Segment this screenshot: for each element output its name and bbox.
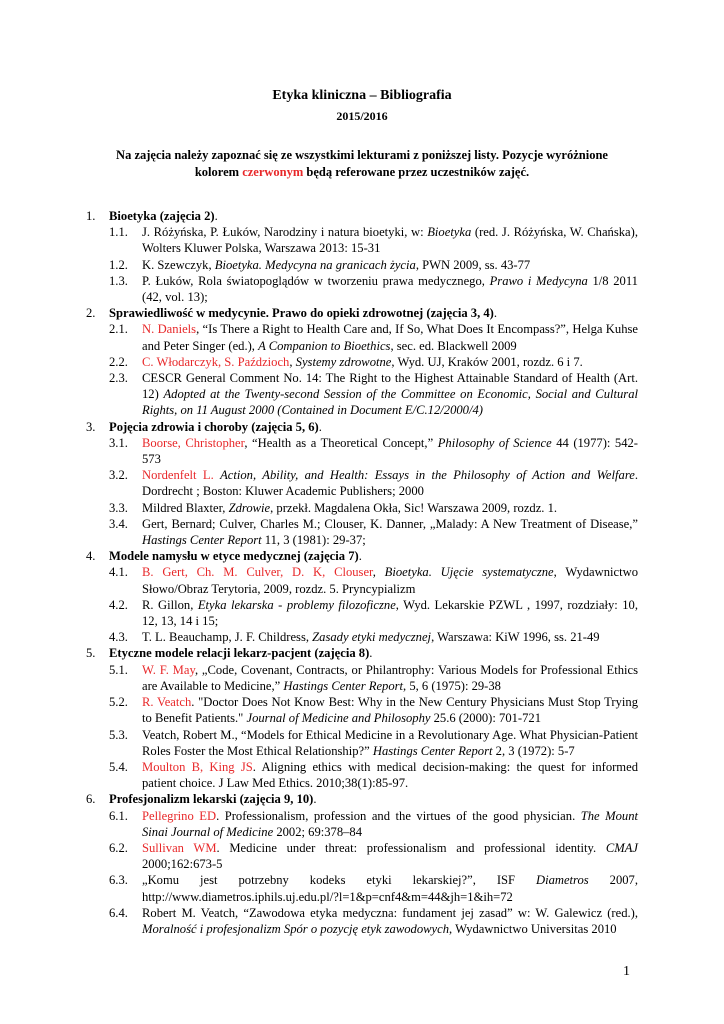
entry-number: 1.1. [109, 225, 128, 240]
intro-text-start: Na zajęcia należy zapoznać się ze wszystkimi lekturami z poniższej listy. Pozycje wyróżnione kolorem [116, 148, 608, 179]
section-heading [0, 305, 724, 321]
entry-text-end: , PWN 2009, ss. 43-77 [415, 257, 531, 272]
entry-number: 3.3. [109, 500, 128, 515]
entry-text-end: , 5, 6 (1975): 29-38 [403, 678, 501, 693]
entry-text-end: . Dordrecht ; Boston: Kluwer Academic Publishers; 2000 [142, 468, 638, 499]
section-title: Modele namysłu w etyce medycznej (zajęcia 7) [109, 549, 359, 564]
entry-text: Veatch, Robert M., “Models for Ethical Medicine in a Revolutionary Age. What Physician-Patient Roles Foster the Most Ethical Relationship?” [142, 727, 638, 758]
section-heading [0, 548, 724, 564]
entry-title-italic: Hastings Center Report [372, 743, 493, 758]
bibliography-entry [0, 872, 724, 904]
entry-title-italic: Hastings Center Report [142, 533, 262, 548]
entry-text: . Professionalism, profession and the virtues of the good physician. [216, 808, 581, 823]
section-number: 6. [86, 792, 96, 807]
section-title-period: . [369, 646, 373, 661]
entry-number: 3.4. [109, 516, 128, 531]
section-number: 3. [86, 419, 96, 434]
bibliography-entry [0, 597, 724, 629]
bibliography-entry [0, 516, 724, 548]
entry-text: . Medicine under threat: professionalism and professional identity. [216, 840, 606, 855]
bibliography-entry [0, 840, 724, 872]
section-title: Profesjonalizm lekarski (zajęcia 9, 10) [109, 792, 314, 807]
entry-presenter-author: B. Gert, Ch. M. Culver, D. K, Clouser [142, 565, 373, 580]
entry-text-end: , Warszawa: KiW 1996, ss. 21-49 [431, 630, 600, 645]
entry-number: 3.2. [109, 468, 128, 483]
entry-text-end: 1/8 2011 (42, vol. 13); [142, 273, 638, 305]
entry-title-italic: Etyka lekarska - problemy filozoficzne [197, 597, 396, 612]
entry-number: 4.3. [109, 630, 128, 645]
section-title-period: . [493, 306, 498, 321]
entry-number: 6.1. [109, 808, 128, 823]
section-title-period: . [318, 419, 322, 434]
entry-presenter-author: Nordenfelt L. [142, 468, 214, 483]
section-heading [0, 419, 724, 435]
bibliography-entry [0, 273, 724, 305]
entry-number: 4.2. [109, 597, 128, 612]
bibliography-entry [0, 354, 724, 370]
section-heading [0, 645, 724, 661]
intro-note [100, 147, 624, 181]
entry-title-italic: CMAJ [605, 840, 638, 855]
entry-number: 1.3. [109, 273, 128, 288]
entry-text: R. Gillon, [142, 597, 198, 612]
bibliography-entry [0, 629, 724, 645]
entry-text: Mildred Blaxter, [142, 500, 229, 515]
section [0, 419, 724, 549]
section-title-period: . [313, 792, 317, 807]
entry-presenter-author: Pellegrino ED [142, 808, 217, 823]
entry-title-italic: Zasady etyki medycznej [312, 630, 432, 645]
entry-number: 2.3. [109, 371, 128, 386]
bibliography-entry [0, 905, 724, 937]
section-title: Sprawiedliwość w medycynie. Prawo do opieki zdrowotnej (zajęcia 3, 4) [109, 306, 494, 321]
section-number: 1. [86, 209, 96, 223]
entry-title-italic: Bioetyka. Ujęcie systematyczne [384, 565, 554, 580]
academic-year: 2015/2016 [336, 109, 388, 123]
entry-title-italic: Journal of Medicine and Philosophy [246, 711, 431, 726]
entry-title-italic: Prawo i Medycyna [489, 273, 588, 288]
bibliography-entry [0, 224, 724, 256]
entry-text-end: 2007, http://www.diametros.iphils.uj.edu.pl/?l=1&p=cnf4&m=44&jh=1&ih=72 [142, 873, 638, 904]
entry-text: K. Szewczyk, [142, 257, 215, 272]
bibliography-entry [0, 467, 724, 499]
bibliography-entry [0, 808, 724, 840]
entry-text-end: 2, 3 (1972): 5-7 [492, 743, 575, 758]
entry-title-italic: Bioetyka [427, 225, 472, 240]
bibliography-entry [0, 257, 724, 273]
section-number: 4. [86, 549, 96, 564]
entry-text: Robert M. Veatch, “Zawodowa etyka medyczna: fundament jej zasad” w: W. Galewicz (red.), [142, 905, 638, 920]
entry-text: . Aligning ethics with medical decision-making: the quest for informed patient choice. J Law Med Ethics. 2010;38(1):85-97. [142, 759, 638, 791]
entry-number: 3.1. [109, 435, 128, 450]
section-title-period: . [358, 549, 362, 564]
section-title-period: . [214, 209, 218, 223]
entry-number: 5.3. [109, 727, 128, 742]
entry-text-end: 44 (1977): 542-573 [142, 435, 639, 467]
entry-number: 2.2. [109, 354, 128, 369]
entry-text-end: , Wyd. Lekarskie PZWL , 1997, rozdziały: 10, 12, 13, 14 i 15; [142, 597, 638, 629]
entry-title-italic: Action, Ability, and Health: Essays in the Philosophy of Action and Welfare [220, 468, 635, 483]
entry-title-italic: A Companion to Bioethics [258, 338, 391, 353]
bibliography-entry [0, 321, 724, 353]
section [0, 208, 724, 305]
section-number: 5. [86, 646, 96, 661]
entry-text-end: (red. J. Różyńska, W. Chańska), Wolters Kluwer Polska, Warszawa 2013: 15-31 [142, 225, 638, 256]
section-heading [0, 208, 724, 224]
section [0, 305, 724, 418]
entry-text: , „Code, Covenant, Contracts, or Philantrophy: Various Models for Professional Ethics are Available to Medicine,” [142, 662, 638, 693]
entry-text-end: 11, 3 (1981): 29-37; [261, 533, 366, 548]
bibliography-entry [0, 564, 724, 596]
section-number: 2. [86, 306, 96, 321]
bibliography-entry [0, 435, 724, 467]
entry-number: 4.1. [109, 565, 128, 580]
entry-text-end: , sec. ed. Blackwell 2009 [390, 338, 517, 353]
entry-number: 5.4. [109, 759, 128, 774]
entry-text-end: , Wydawnictwo Słowo/Obraz Terytoria, 2009, rozdz. 5. Pryncypializm [142, 565, 639, 596]
section-heading [0, 791, 724, 807]
entry-text-end: 25.6 (2000): 701-721 [430, 711, 542, 726]
document-title: Etyka kliniczna – Bibliografia [272, 88, 452, 103]
entry-presenter-author: C. Włodarczyk, S. Paździoch [142, 354, 290, 369]
page-number: 1 [623, 964, 630, 979]
entry-presenter-author: R. Veatch [142, 695, 192, 710]
entry-title-italic: Bioetyka. Medycyna na granicach życia [214, 257, 416, 272]
section [0, 791, 724, 937]
entry-text-end: , Wydawnictwo Universitas 2010 [449, 921, 617, 936]
entry-presenter-author: Sullivan WM [142, 840, 217, 855]
section-title: Bioetyka (zajęcia 2) [109, 209, 215, 223]
entry-text-end: , Wyd. UJ, Kraków 2001, rozdz. 6 i 7. [391, 354, 583, 369]
entry-text: T. L. Beauchamp, J. F. Childress, [142, 630, 313, 645]
intro-text-end: będą referowane przez uczestników zajęć. [303, 165, 530, 179]
entry-number: 6.3. [109, 873, 128, 888]
entry-title-italic: The Mount Sinai Journal of Medicine [142, 808, 639, 839]
entry-number: 1.2. [109, 257, 128, 272]
entry-title-italic: Moralność i profesjonalizm Spór o pozycję etyk zawodowych [142, 921, 449, 936]
entry-text: Gert, Bernard; Culver, Charles M.; Clouser, K. Danner, „Malady: A New Treatment of Disease,” [142, 516, 638, 531]
section [0, 645, 724, 791]
entry-text: CESCR General Comment No. 14: The Right to the Highest Attainable Standard of Health (Art. 12) [142, 371, 638, 402]
entry-title-italic: Philosophy of Science [437, 435, 552, 450]
entry-number: 5.1. [109, 662, 128, 677]
entry-text-end: 2000;162:673-5 [142, 857, 223, 872]
entry-title-italic: Zdrowie [228, 500, 271, 515]
section [0, 548, 724, 645]
entry-text: J. Różyńska, P. Łuków, Narodziny i natura bioetyki, w: [142, 225, 428, 240]
entry-presenter-author: Boorse, Christopher [142, 435, 245, 450]
entry-presenter-author: N. Daniels [142, 322, 197, 337]
entry-title-italic: Hastings Center Report [283, 678, 404, 693]
entry-number: 2.1. [109, 322, 128, 337]
entry-presenter-author: W. F. May [142, 662, 195, 677]
entry-text: , “Is There a Right to Health Care and, If So, What Does It Encompass?”, Helga Kuhse and Peter Singer (ed.), [142, 322, 638, 353]
entry-number: 6.4. [109, 905, 128, 920]
intro-highlight-word: czerwonym [242, 165, 304, 179]
entry-text: , “Health as a Theoretical Concept,” [244, 435, 438, 450]
bibliography-list [0, 208, 724, 937]
section-title: Etyczne modele relacji lekarz-pacjent (zajęcia 8) [109, 646, 370, 661]
bibliography-entry [0, 759, 724, 791]
entry-title-italic: Adopted at the Twenty-second Session of the Committee on Economic, Social and Cultural Rights, on 11 August 2000 (Contained in Document E/C.12/2000/4) [142, 387, 638, 418]
entry-text: , [289, 354, 296, 369]
entry-text: . "Doctor Does Not Know Best: Why in the New Century Physicians Must Stop Trying to Benefit Patients." [142, 695, 638, 726]
entry-text: „Komu jest potrzebny kodeks etyki lekarskiej?”, ISF [142, 873, 536, 888]
entry-title-italic: Diametros [535, 873, 589, 888]
section-title: Pojęcia zdrowia i choroby (zajęcia 5, 6) [109, 419, 319, 434]
bibliography-entry [0, 370, 724, 419]
entry-text-end: , przekł. Magdalena Okła, Sic! Warszawa 2009, rozdz. 1. [270, 500, 558, 515]
entry-number: 5.2. [109, 695, 128, 710]
bibliography-entry [0, 727, 724, 759]
bibliography-entry [0, 662, 724, 694]
bibliography-entry [0, 694, 724, 726]
entry-text-end: 2002; 69:378–84 [273, 824, 363, 839]
entry-number: 6.2. [109, 840, 128, 855]
bibliography-entry [0, 500, 724, 516]
entry-text: , [372, 565, 385, 580]
entry-presenter-author: Moulton B, King JS [142, 759, 253, 774]
entry-title-italic: Systemy zdrowotne [295, 354, 392, 369]
entry-text: P. Łuków, Rola światopoglądów w tworzeniu prawa medycznego, [142, 273, 490, 288]
